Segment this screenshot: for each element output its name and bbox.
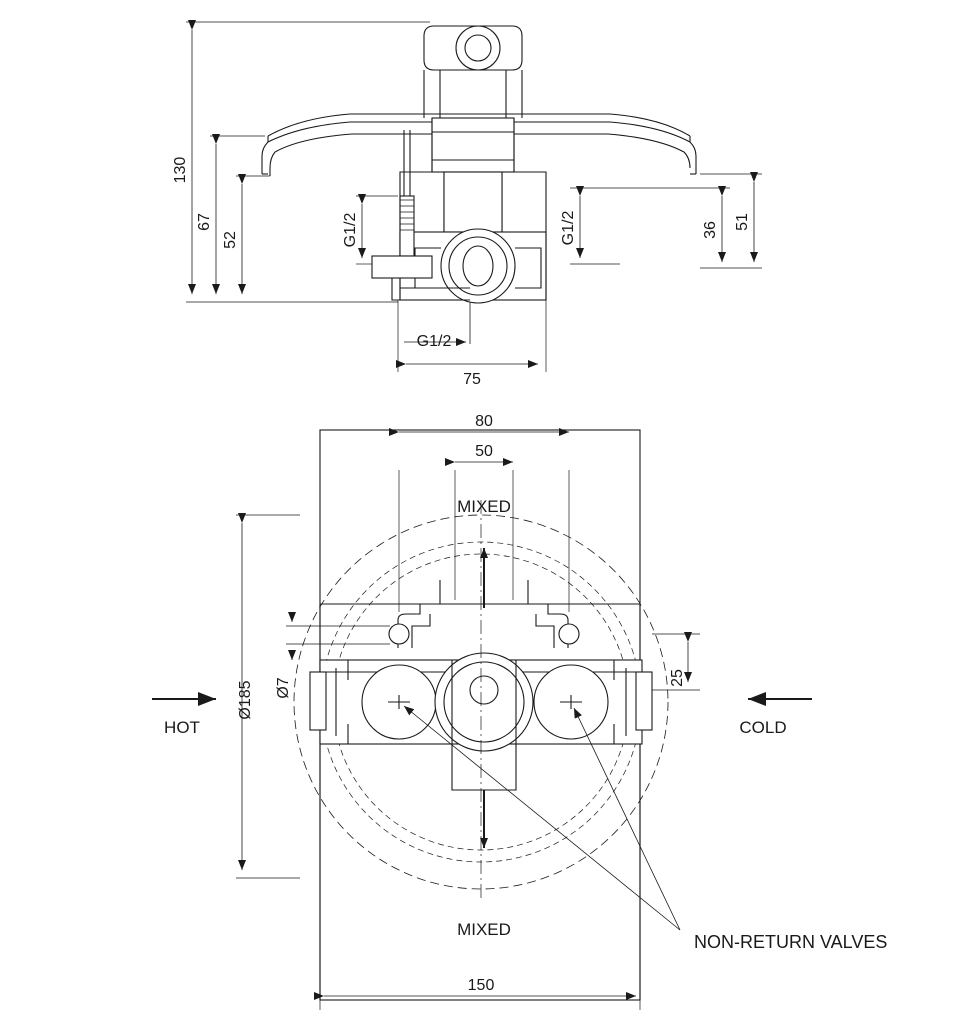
thread-label-left: G1/2 bbox=[342, 212, 359, 248]
dim-50: 50 bbox=[475, 443, 493, 460]
non-return-valve-right bbox=[534, 665, 608, 739]
dim-52: 52 bbox=[222, 231, 239, 249]
valve-body bbox=[432, 118, 514, 232]
dim-67: 67 bbox=[196, 213, 213, 231]
dim-80: 80 bbox=[475, 413, 493, 430]
dim-25: 25 bbox=[669, 669, 686, 687]
dim-130: 130 bbox=[172, 156, 189, 184]
dim-dia-185: Ø185 bbox=[237, 680, 254, 720]
label-non-return-valves: NON-RETURN VALVES bbox=[694, 932, 888, 952]
dim-75: 75 bbox=[463, 371, 481, 388]
label-mixed-bottom: MIXED bbox=[457, 920, 511, 939]
dim-36: 36 bbox=[702, 221, 719, 239]
non-return-valve-left bbox=[362, 665, 436, 739]
dim-dia-7: Ø7 bbox=[275, 677, 292, 699]
dim-150: 150 bbox=[467, 977, 495, 994]
thread-label-bottom: G1/2 bbox=[416, 333, 452, 350]
lever-handle bbox=[424, 26, 522, 118]
label-hot: HOT bbox=[164, 718, 200, 737]
label-cold: COLD bbox=[739, 718, 787, 737]
thread-label-right: G1/2 bbox=[560, 210, 577, 246]
central-outlet bbox=[435, 653, 533, 751]
plan-view bbox=[152, 413, 887, 1010]
side-elevation-view bbox=[172, 22, 762, 388]
label-mixed-top: MIXED bbox=[457, 497, 511, 516]
dim-51: 51 bbox=[734, 213, 751, 231]
